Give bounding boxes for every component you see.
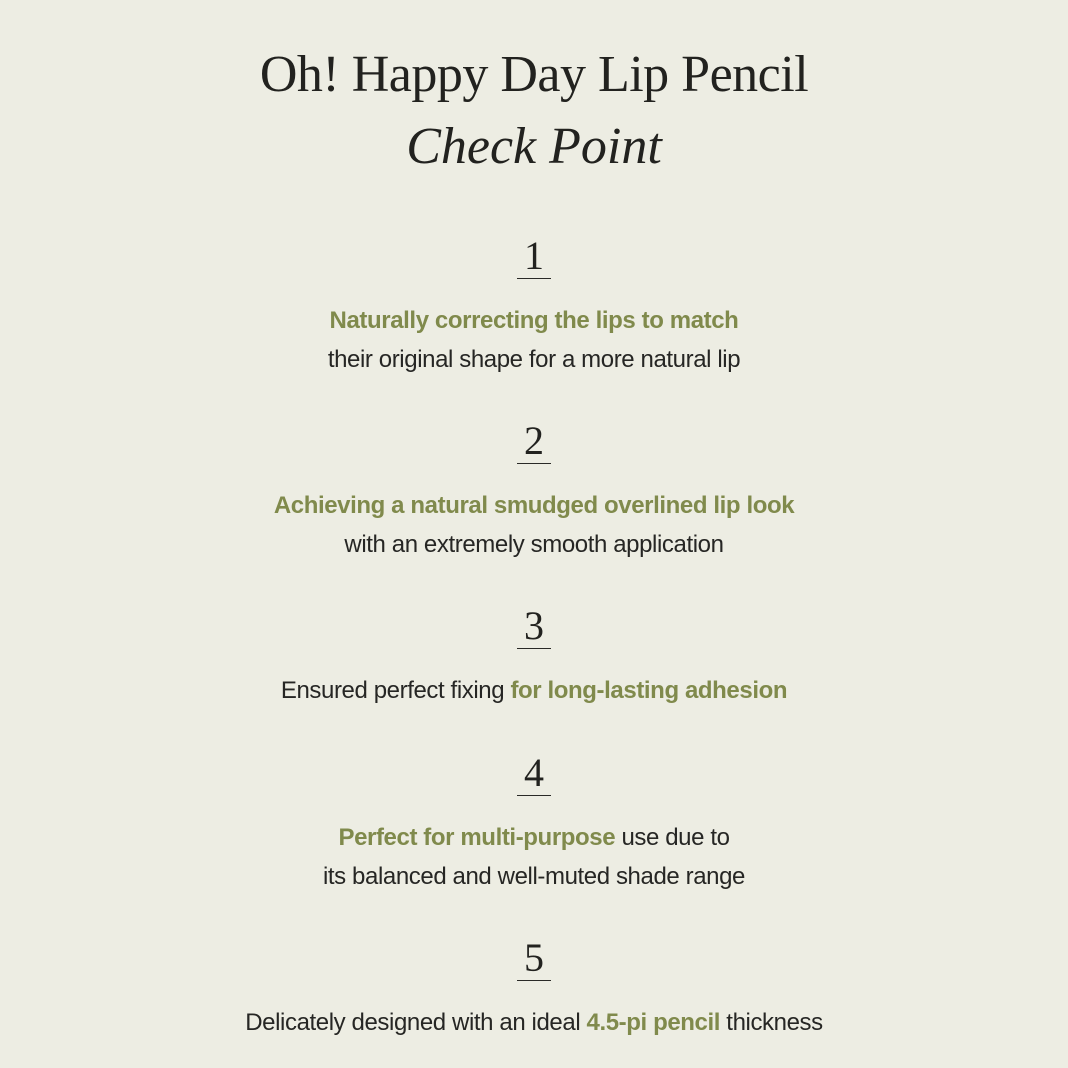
point-highlight-text: Perfect for multi-purpose: [338, 824, 616, 851]
point-description: [0, 671, 1068, 710]
point-line-1: [0, 301, 1068, 340]
point-description: [0, 818, 1068, 896]
point-number: 1: [517, 236, 551, 279]
point-number: 4: [517, 753, 551, 796]
point-highlight-text: 4.5-pi pencil: [586, 1009, 721, 1036]
point-line-2: their original shape for a more natural lip: [327, 346, 741, 373]
check-point-4: [0, 750, 1068, 896]
check-point-2: [0, 418, 1068, 564]
check-point-1: [0, 233, 1068, 379]
point-plain-text: Ensured perfect fixing: [280, 677, 511, 704]
point-plain-text: use due to: [615, 824, 730, 851]
point-highlight-text: Achieving a natural smudged overlined lip look: [273, 492, 795, 519]
point-number: 3: [517, 606, 551, 649]
point-highlight-text: for long-lasting adhesion: [510, 677, 788, 704]
point-line-2: with an extremely smooth application: [344, 531, 724, 558]
point-tail-text: thickness: [720, 1009, 823, 1036]
point-line-1: [0, 671, 1068, 710]
point-highlight-text: Naturally correcting the lips to match: [329, 307, 739, 334]
point-number: 2: [517, 421, 551, 464]
point-line-1: [0, 486, 1068, 525]
check-point-5: [0, 935, 1068, 1042]
page-subtitle: Check Point: [406, 118, 662, 175]
point-description: [0, 486, 1068, 564]
point-line-1: [0, 1003, 1068, 1042]
check-point-3: [0, 603, 1068, 710]
point-plain-text: Delicately designed with an ideal: [245, 1009, 587, 1036]
point-description: [0, 301, 1068, 379]
point-description: [0, 1003, 1068, 1042]
point-line-2: its balanced and well-muted shade range: [322, 863, 745, 890]
point-line-1: [0, 818, 1068, 857]
point-number: 5: [517, 938, 551, 981]
page-title: Oh! Happy Day Lip Pencil: [259, 46, 809, 103]
